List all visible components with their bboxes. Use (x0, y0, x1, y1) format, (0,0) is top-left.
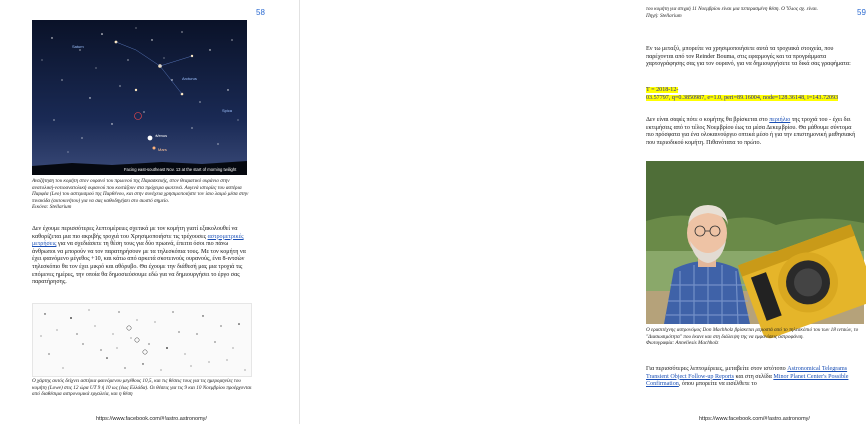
orbital-elements (646, 87, 860, 102)
photo-bottom-text: Facing east-southeast Nov. 13 at the start of morning twilight (124, 167, 237, 172)
star-chart (32, 303, 252, 377)
label-mars: Mars (158, 147, 167, 152)
top-caption (646, 6, 856, 19)
body-text-post: για να σχεδιάσετε τη θέση τους για δύο πρωινά, έπειτα όσοι πιο πάνω άνθρωποι να μπορούν να τον παρατηρήσουν με τα τηλεσκόπια τους. Με τον κομήτη να έχει φαινόμενο μέγεθος +10, και κάτω από αρκετά σκοτεινούς ουρανούς, ένα 8-ιντσών τηλεσκόπιο θα τον έχει μικρό και αθόρυβο. Θα έχουμε την διάθεσή μας μια τροχιά τις επόμενες ημέρες, την οποία θα δημοσιεύσουμε εδώ για να δημιουργήσει το έργο σας παρατήρησης. (32, 241, 246, 286)
para3-text-mid: και στη σελίδα (733, 373, 774, 380)
para3-text-post: , όπου μπορείτε να εισέλθετε το (678, 381, 757, 388)
night-sky-image (32, 20, 247, 175)
page-number: 58 (256, 8, 265, 17)
photo-caption-right (646, 327, 864, 347)
chart-caption: Ο χάρτης αυτός δείχνει αστέρια φαινόμενου μεγέθους 10,5, και τις θέσεις τους για τις ημερομηνίες του κομήτη (Lowe) στις 12 ώρα UT 9 ή 10 ως (έως Ελλάδα). Οι θέσεις για τις 9 και 10 Νοεμβρίου προέρχονται από διαθέσιμα αστρονομικά εργαλεία, και η θέση (32, 378, 252, 398)
mpc-confirmation-link[interactable]: Minor Planet Center's Possible Confirmation (646, 373, 849, 388)
footer-url[interactable]: https://www.facebook.com/#!astro.astronomy/ (96, 416, 207, 422)
top-caption-text: του κομήτη για στιγμή 11 Νοεμβρίου είναι μια πεπερασμένη θέση. Ο Ύλιος σχ. είναι. (646, 6, 818, 12)
page-number: 59 (857, 8, 866, 17)
star-chart-image (33, 304, 251, 376)
night-sky-photo (32, 20, 247, 175)
astrometric-measurements-link[interactable]: αστρομετρικές μετρήσεις (32, 233, 244, 248)
label-arcturus: Arcturus (182, 76, 197, 81)
machholz-image (646, 161, 864, 324)
photo-source: Εικόνα: Stellarium (32, 204, 72, 211)
footer-url[interactable]: https://www.facebook.com/#!astro.astronomy/ (699, 416, 810, 422)
orbital-elements-line1: T = 2018-12- (646, 87, 679, 93)
right-para2 (646, 117, 860, 147)
body-text-pre: Δεν έχουμε περισσότερες λεπτομέρειες σχετικά με τον κομήτη γιατί εξακολουθεί να καθορίζεται μια πιο ακριβής τροχιά του Χρησιμοποιήστε τις τρέχουσες (32, 226, 238, 240)
photo-credit: Φωτογραφία: Anneliesis Machholz (646, 340, 719, 347)
para2-text-pre: Δεν είναι σαφές πότε ο κομήτης θα βρίσκεται στο (646, 117, 770, 123)
photo-caption-text: Αναζήτηση του κομήτη στον ουρανό του πρωινού της Παρασκευής, στον θεαματικό ουράνιο στην ανατολική-νοτιοανατολική ουρανού που κοιτάζουν στα πρόχειρα φωτεινά. Αυγινά ιστορίες του αστέρια Παρφέα (Leo) του αστερισμού της Παρθένου, και στην συνέχεια χρησιμοποιήστε τον ίσιο λαιμό μέσα στην πινακίδα (αυτοκινήτου) για να σας καθοδηγήσει στο σωστό σημείο. (32, 178, 249, 204)
photo-caption-text-right: Ο ερασιτέχνης αστρονόμος Don Machholz βρίσκεται μπροστά από το τηλεσκόπιό του των 18 ιντσών, το "Διασωσιμότητα" που έκανε και στη διάλειψη της να εμφανίσεις αστροφάνιη. (646, 327, 859, 340)
photo-caption (32, 178, 250, 211)
machholz-photo (646, 161, 864, 324)
label-venus: Venus (156, 133, 168, 138)
right-page (300, 0, 866, 424)
label-spica: Spica (222, 108, 233, 113)
para3-text-pre: Για περισσότερες λεπτομέρειες, μεταβείτε στον ιστότοπο (646, 366, 788, 372)
left-page (0, 0, 300, 424)
orbital-elements-line2: 03.57797, q=0.3850987, e=1.0, peri=89.16004, node=128.36148, i=143.72093 (646, 94, 839, 101)
right-para1: Εν τω μεταξύ, μπορείτε να χρησιμοποιήσετε αυτά τα τροχιακά στοιχεία, που παρέχονται από τον Reinder Bouma, στις εφαρμογές και τα προγράμματα χαρτογράφησης σας για τον ουρανό, για να δημιουργήσετε τα δικά σας γραφήματα: (646, 46, 851, 68)
right-para3 (646, 366, 864, 389)
atel-reports-link[interactable]: Astronomical Telegrams Transient Object Follow-up Reports (646, 366, 848, 380)
label-saturn: Saturn (72, 44, 84, 49)
para2-text-post: της τροχιά του - έχει δει εκτιμήσεις από το τέλος Νοεμβρίου έως τα μέσα Δεκεμβρίου. Θα μάθουμε σύντομα πιο πρόσφατα για ένα ολοκαινούργιο οπτικά μέσο ή για την επιστημονική μαθησιακή που περιοδικού κομήτη. Πιθανότατα το πρώτο. (646, 117, 856, 146)
top-caption-source: Πηγή: Stellarium (646, 12, 682, 19)
left-body-paragraph (32, 226, 252, 287)
perihelion-link[interactable]: περιήλιο (769, 117, 791, 123)
